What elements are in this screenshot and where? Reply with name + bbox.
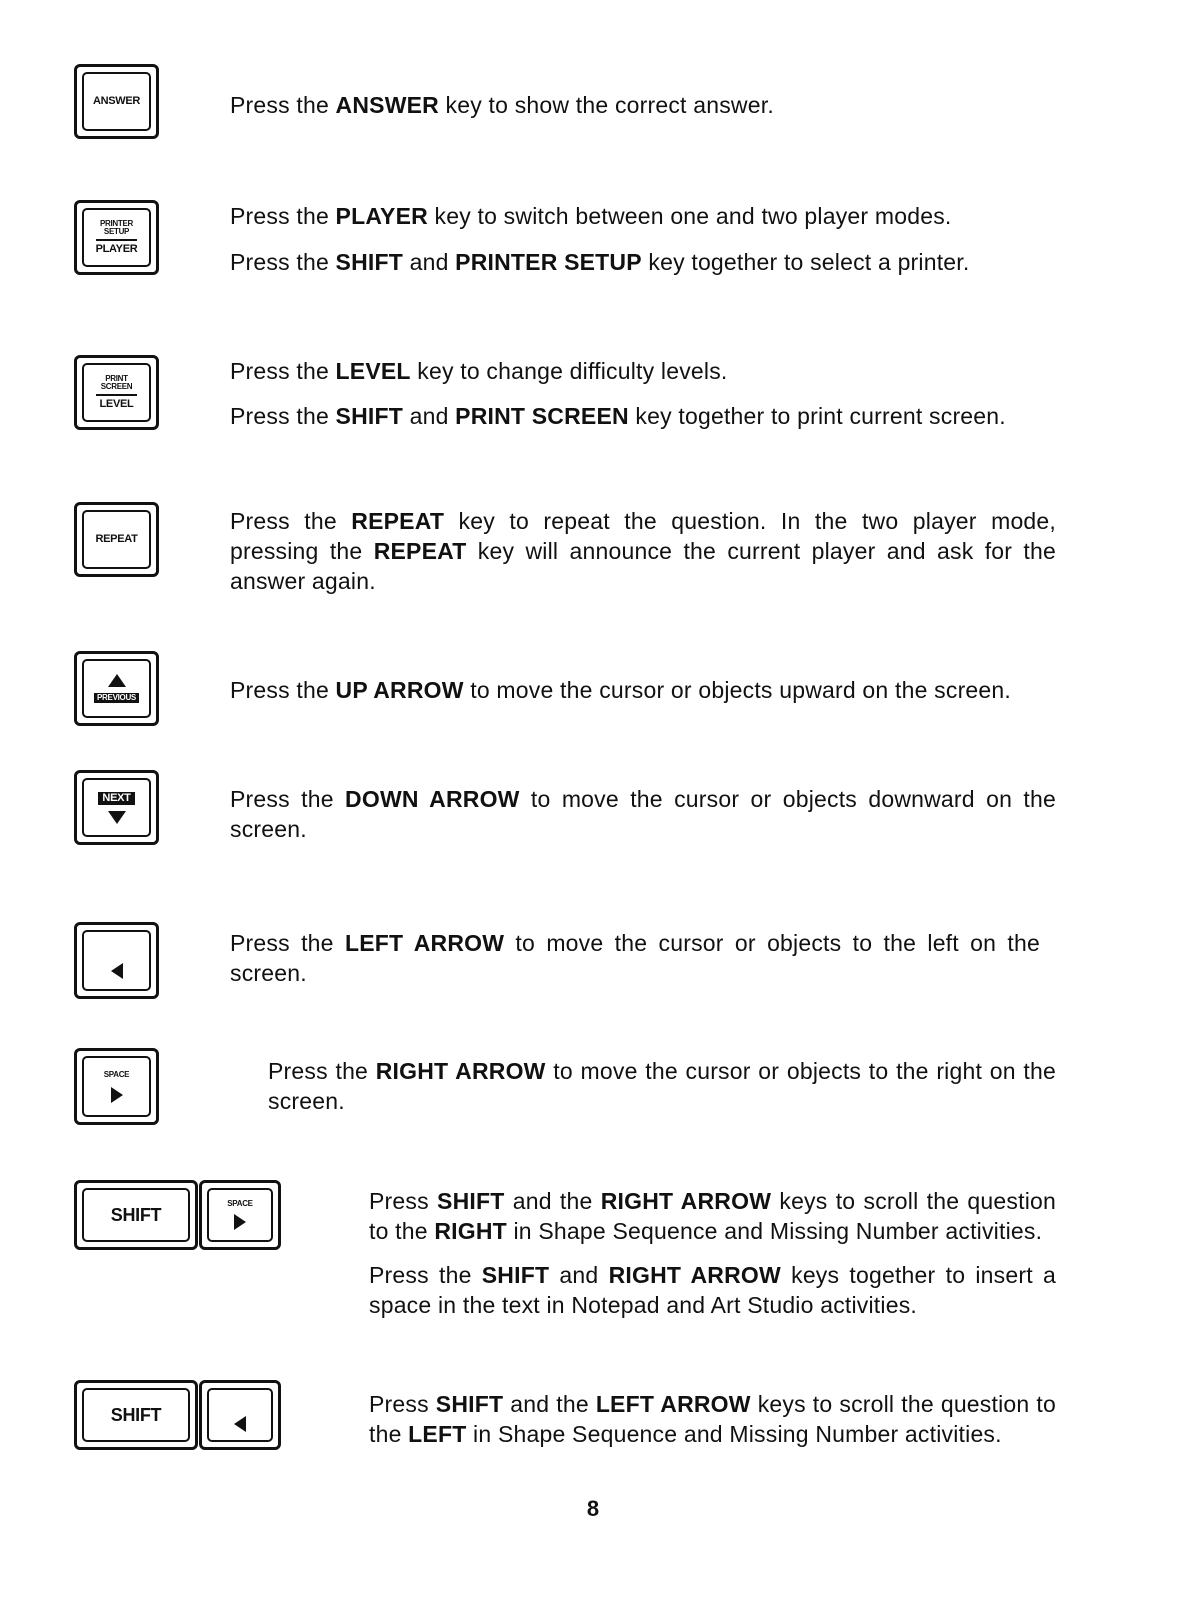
shift-right-scroll-description: Press SHIFT and the RIGHT ARROW keys to scroll the question to the RIGHT in Shape Sequence and Missing Number activities. bbox=[369, 1188, 1056, 1244]
down-arrow-icon bbox=[108, 811, 126, 824]
answer-key-label: ANSWER bbox=[92, 95, 141, 107]
down-arrow-key-icon bbox=[74, 770, 159, 845]
left-arrow-icon bbox=[111, 963, 123, 979]
answer-key-icon bbox=[74, 64, 159, 139]
key-divider bbox=[96, 394, 136, 396]
left-arrow-key-icon bbox=[74, 922, 159, 999]
answer-key-description: Press the ANSWER key to show the correct answer. bbox=[230, 92, 774, 118]
shift-key-label: SHIFT bbox=[110, 1204, 162, 1225]
key-divider bbox=[96, 239, 136, 241]
repeat-key-icon bbox=[74, 502, 159, 577]
up-arrow-icon bbox=[108, 674, 126, 687]
printer-setup-key-label: PRINTER SETUP bbox=[99, 219, 133, 236]
level-key-icon bbox=[74, 355, 159, 430]
left-arrow-description: Press the LEFT ARROW to move the cursor or objects to the left on the screen. bbox=[230, 930, 1041, 986]
page-number: 8 bbox=[586, 1496, 600, 1521]
right-arrow-key-icon bbox=[74, 1048, 159, 1125]
level-key-description: Press the LEVEL key to change difficulty levels. bbox=[230, 358, 728, 384]
shift-key-icon bbox=[74, 1380, 198, 1450]
right-arrow-key-icon bbox=[199, 1180, 281, 1250]
player-key-icon bbox=[74, 200, 159, 275]
next-key-label: NEXT bbox=[98, 792, 134, 805]
space-key-label: SPACE bbox=[227, 1199, 253, 1208]
level-key-label: LEVEL bbox=[99, 398, 134, 410]
right-arrow-icon bbox=[111, 1087, 123, 1103]
space-key-label: SPACE bbox=[103, 1069, 130, 1079]
up-arrow-key-icon bbox=[74, 651, 159, 726]
left-arrow-key-icon bbox=[199, 1380, 281, 1450]
shift-right-space-description: Press the SHIFT and RIGHT ARROW keys together to insert a space in the text in Notepad and Art Studio activities. bbox=[369, 1262, 1057, 1318]
down-arrow-description: Press the DOWN ARROW to move the cursor or objects downward on the screen. bbox=[230, 786, 1056, 842]
right-arrow-description: Press the RIGHT ARROW to move the cursor or objects to the right on the screen. bbox=[268, 1058, 1056, 1114]
shift-left-scroll-description: Press SHIFT and the LEFT ARROW keys to scroll the question to the LEFT in Shape Sequence and Missing Number activities. bbox=[369, 1391, 1056, 1447]
shift-key-icon bbox=[74, 1180, 198, 1250]
player-key-label: PLAYER bbox=[95, 243, 138, 255]
left-arrow-icon bbox=[234, 1416, 246, 1432]
player-key-description: Press the PLAYER key to switch between one and two player modes. bbox=[230, 203, 952, 229]
print-screen-description: Press the SHIFT and PRINT SCREEN key together to print current screen. bbox=[230, 403, 1006, 429]
printer-setup-description: Press the SHIFT and PRINTER SETUP key together to select a printer. bbox=[230, 249, 970, 275]
right-arrow-icon bbox=[234, 1214, 246, 1230]
repeat-key-description: Press the REPEAT key to repeat the question. In the two player mode, pressing the REPEAT key will announce the current player and ask for the answer again. bbox=[230, 508, 1057, 594]
shift-key-label: SHIFT bbox=[110, 1404, 162, 1425]
previous-key-label: PREVIOUS bbox=[94, 693, 139, 703]
print-screen-key-label: PRINT SCREEN bbox=[100, 374, 133, 391]
up-arrow-description: Press the UP ARROW to move the cursor or objects upward on the screen. bbox=[230, 677, 1011, 703]
repeat-key-label: REPEAT bbox=[95, 533, 138, 545]
